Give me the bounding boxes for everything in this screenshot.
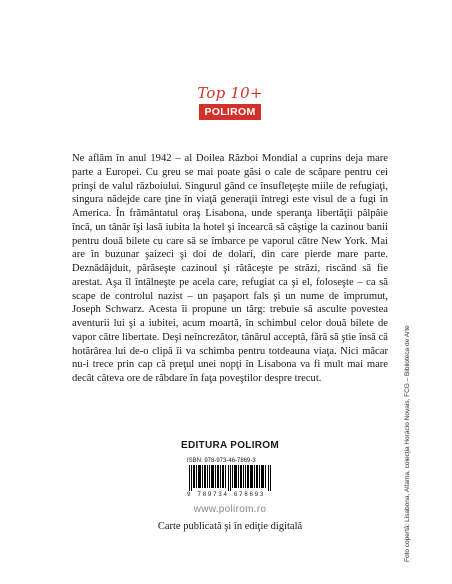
website-link[interactable]: www.polirom.ro: [193, 504, 267, 515]
isbn-label: ISBN: 978-973-46-7869-3: [187, 458, 256, 464]
digital-edition-note: Carte publicată şi în ediţie digitală: [157, 521, 303, 532]
blurb-text: Ne aflăm în anul 1942 – al Doilea Război Mondial a cuprins deja mare parte a Europei. Cu greu se mai poate găsi o cale de scăpare pentru cei prinşi de valul războiului. Singurul gând ce însufleţeşte miile de refugiaţi, singura nădejde care ţine în viaţă generaţii întregi este visul de a fugi în America. În frământatul oraş Lisabona, unde speranţa libertăţii pâlpâie încă, un tânăr îşi lasă iubita la hotel şi încearcă să câştige la cazinou banii pentru două bilete cu care să se îmbarce pe vaporul către New York. Mai are în buzunar şaizeci şi doi de dolari, din care pierde mare parte. Deznădăjduit, părăseşte cazinoul şi rătăceşte pe străzi, riscând să fie arestat. Aşa îl întâlneşte pe acela care, refugiat ca şi el, foloseşte – ca să scape de controlul nazist – un paşaport fals şi un nume de împrumut, Joseph Schwarz. Acesta îi propune un târg: trebuie să asculte povestea aventurii lui şi a iubitei, acum moartă, în schimbul celor două bilete de vapor către libertate. Deşi neîncrezător, tânărul acceptă, fără să ştie însă că hotărârea lui de-o clipă îi va schimba pentru totdeauna viaţa. Nici măcar nu-i trece prin cap că preţul unei nopţi în Lisabona va fi mult mai mare decât câteva ore de răbdare în faţa poveştilor despre trecut.: [72, 153, 388, 384]
series-logo: [195, 84, 265, 120]
barcode-digits: 9 789734 678693: [187, 491, 266, 498]
footer: [72, 440, 388, 532]
cover-photo-credit: Foto copertă: Lisabona, Alfama, colecţia Horácio Novais, FCG – Biblioteca de Arte: [404, 325, 411, 562]
publisher-name: EDITURA POLIROM: [180, 440, 279, 451]
publisher-badge: POLIROM: [199, 104, 260, 120]
series-title: Top 10+: [197, 84, 263, 102]
barcode-icon: [187, 465, 273, 491]
back-cover-blurb: [72, 152, 388, 386]
barcode-block: [187, 457, 273, 498]
